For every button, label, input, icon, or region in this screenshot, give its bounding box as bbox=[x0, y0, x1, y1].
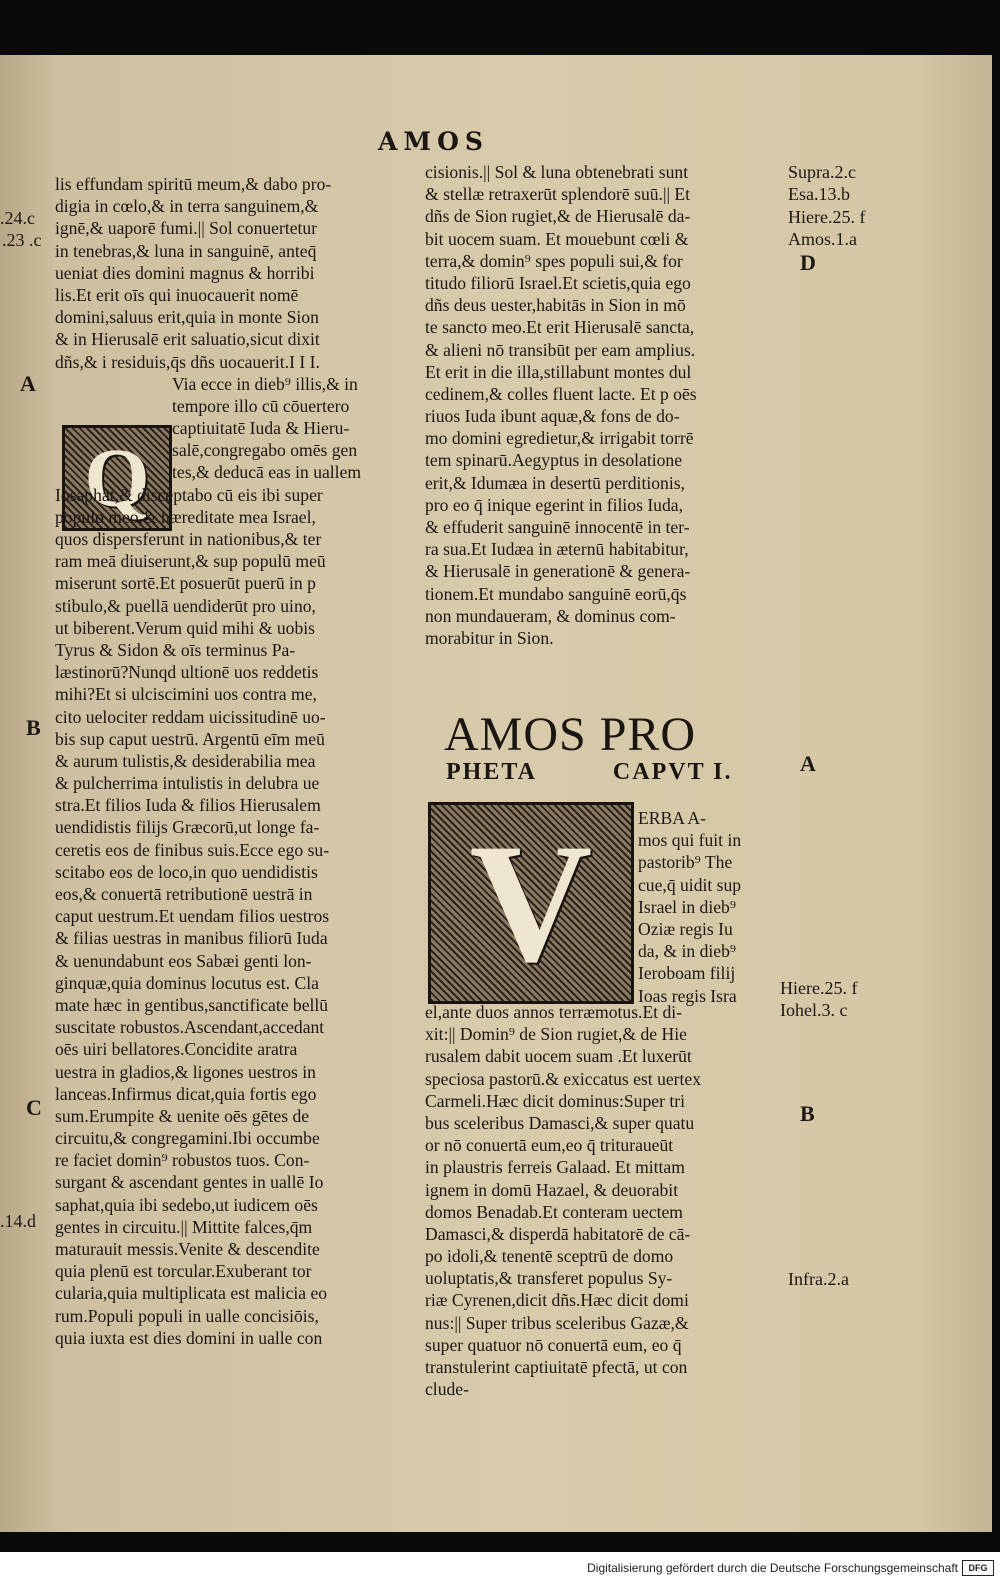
text-line: cularia,quia multiplicata est malicia eo bbox=[55, 1283, 328, 1304]
text-line: quia plenū est torcular.Exuberant tor bbox=[55, 1261, 312, 1282]
text-line: te sancto meo.Et erit Hierusalē sancta, bbox=[425, 317, 695, 338]
text-line: saphat,quia ibi sedebo,ut iudicem oēs bbox=[55, 1194, 318, 1215]
right-column-bottom bbox=[425, 1001, 701, 1400]
drop-cap-q: Q bbox=[62, 425, 172, 531]
right-column-top bbox=[425, 161, 697, 649]
text-line: & stellæ retraxerūt splendorē suū.|| Et bbox=[425, 184, 691, 205]
text-line: gentes in circuitu.|| Mittite falces,q̄m bbox=[55, 1216, 313, 1237]
text-line: sum.Erumpite & uenite oēs gētes de bbox=[55, 1105, 310, 1126]
left-margin-note-2: .23 .c bbox=[2, 230, 42, 250]
text-line: & effuderit sanguinē innocentē in ter- bbox=[425, 517, 690, 537]
chapter-sub-right: CAPVT I. bbox=[612, 759, 733, 785]
right-margin-note-7: Infra.2.a bbox=[788, 1269, 849, 1289]
text-line: domos Benadab.Et conteram uectem bbox=[425, 1201, 683, 1222]
right-margin-note-6: Iohel.3. c bbox=[780, 1000, 848, 1020]
text-line: dñs de Sion rugiet,& de Hierusalē da- bbox=[425, 206, 691, 227]
text-line: domini,saluus erit,quia in monte Sion bbox=[55, 307, 319, 328]
text-line: dñs,& i residuis,q̄s dñs uocauerit.I I I. bbox=[55, 351, 320, 372]
text-line: ignē,& uaporē fumi.|| Sol conuertetur bbox=[55, 218, 318, 239]
text-line: Damasci,& disperdā habitatorē de cā- bbox=[425, 1223, 691, 1244]
text-line: mihi?Et si ulciscimini uos contra me, bbox=[55, 684, 317, 705]
text-line: ra sua.Et Iudæa in æternū habitabitur, bbox=[425, 539, 689, 560]
text-line: cisionis.|| Sol & luna obtenebrati sunt bbox=[425, 162, 689, 182]
text-line: mos qui fuit in bbox=[638, 830, 742, 851]
text-line: riuos Iuda ibunt aquæ,& fons de do- bbox=[425, 406, 680, 427]
text-line: po idoli,& tenentē sceptrū de domo bbox=[425, 1246, 674, 1267]
text-line: lis effundam spiritū meum,& dabo pro- bbox=[55, 174, 332, 194]
text-line: speciosa pastorū.& exiccatus est uertex bbox=[425, 1068, 702, 1089]
text-line: re faciet domin⁹ robustos tuos. Con- bbox=[55, 1150, 310, 1171]
text-line: super quatuor nō conuertā eum, eo q̄ bbox=[425, 1334, 682, 1355]
text-line: & in Hierusalē erit saluatio,sicut dixit bbox=[55, 329, 320, 350]
section-letter-b-right: B bbox=[800, 1101, 815, 1126]
text-line: surgant & ascendant gentes in uallē Io bbox=[55, 1172, 324, 1193]
text-line: xit:|| Domin⁹ de Sion rugiet,& de Hie bbox=[425, 1024, 687, 1045]
text-line: eos,& conuertā retributionē uestrā in bbox=[55, 884, 313, 904]
text-line: digia in cœlo,& in terra sanguinem,& bbox=[55, 196, 319, 217]
right-margin-note-4: Amos.1.a bbox=[788, 229, 857, 249]
chapter-sub-left: PHETA bbox=[446, 759, 537, 785]
text-line: riæ Cyrenen,dicit dñs.Hæc dicit domi bbox=[425, 1290, 689, 1311]
section-letter-c: C bbox=[26, 1095, 42, 1120]
text-line: Israel in dieb⁹ bbox=[638, 896, 736, 917]
text-line: ignem in domū Hazael, & deuorabit bbox=[425, 1179, 679, 1200]
text-line: caput uestrum.Et uendam filios uestros bbox=[55, 906, 330, 927]
text-line: or nō conuertā eum,eo q̄ trituraueūt bbox=[425, 1135, 674, 1156]
text-line: scitabo eos de loco,in quo uendidistis bbox=[55, 861, 318, 882]
chapter-title: AMOS PRO bbox=[444, 708, 697, 761]
text-line: & filias uestras in manibus filiorū Iuda bbox=[55, 928, 328, 949]
text-line: quos dispersferunt in nationibus,& ter bbox=[55, 529, 322, 549]
text-line: tes,& deducā eas in uallem bbox=[172, 462, 362, 483]
text-line: non mundaueram, & dominus com- bbox=[425, 605, 676, 626]
drop-cap-v: V bbox=[428, 802, 634, 1004]
text-line: cue,q̄ uidit sup bbox=[638, 874, 742, 895]
text-line: tem spinarū.Aegyptus in desolatione bbox=[425, 450, 683, 471]
text-line: bis sup caput uestrū. Argentū eīm meū bbox=[55, 728, 325, 749]
text-line: bit uocem suam. Et mouebunt cœli & bbox=[425, 228, 689, 249]
text-line: captiuitatē Iuda & Hieru- bbox=[172, 418, 350, 439]
text-line: Tyrus & Sidon & oīs terminus Pa- bbox=[55, 639, 296, 660]
text-line: pastorib⁹ The bbox=[638, 852, 733, 873]
text-line: transtulerint captiuitatē pfectā, ut con bbox=[425, 1357, 688, 1377]
text-line: læstinorū?Nunqd ultionē uos reddetis bbox=[55, 662, 319, 683]
left-margin-note-3: .14.d bbox=[0, 1211, 36, 1231]
text-line: bus sceleribus Damasci,& super quatu bbox=[425, 1112, 695, 1133]
right-margin-note-1: Supra.2.c bbox=[788, 162, 856, 182]
text-line: cito uelociter reddam uicissitudinē uo- bbox=[55, 706, 326, 727]
text-line: in tenebras,& luna in sanguinē, anteq̄ bbox=[55, 240, 317, 261]
text-line: oēs uiri bellatores.Concidite aratra bbox=[55, 1039, 298, 1060]
right-margin-note-5: Hiere.25. f bbox=[780, 978, 858, 998]
footer-text: Digitalisierung gefördert durch die Deutsche Forschungsgemeinschaft bbox=[587, 1561, 958, 1575]
text-line: & uenundabunt eos Sabæi genti lon- bbox=[55, 950, 312, 971]
text-line: titudo filiorū Israel.Et scietis,quia ego bbox=[425, 272, 691, 293]
text-line: ceretis eos de finibus suis.Ecce ego su- bbox=[55, 839, 330, 860]
text-line: circuitu,& congregamini.Ibi occumbe bbox=[55, 1128, 320, 1149]
text-line: rum.Populi populi in ualle concisiōis, bbox=[55, 1305, 319, 1326]
running-head: AMOS bbox=[378, 127, 489, 156]
text-line: maturauit messis.Venite & descendite bbox=[55, 1239, 320, 1259]
text-line: uoluptatis,& transferet populus Sy- bbox=[425, 1268, 673, 1289]
text-line: salē,congregabo omēs gen bbox=[172, 440, 358, 461]
text-line: Iosaphat,& disceptabo cū eis ibi super bbox=[55, 484, 323, 505]
text-line: quia iuxta est dies domini in ualle con bbox=[55, 1327, 323, 1348]
text-line: Et erit in die illa,stillabunt montes dul bbox=[425, 361, 692, 382]
right-margin-note-2: Esa.13.b bbox=[788, 184, 850, 204]
text-line: pro eo q̄ inique egerint in filios Iuda, bbox=[425, 494, 683, 515]
text-line: & Hierusalē in generationē & genera- bbox=[425, 561, 691, 582]
dfg-logo: DFG bbox=[962, 1560, 994, 1576]
initial-narrow-column bbox=[638, 807, 741, 1007]
text-line: lis.Et erit oīs qui inuocauerit nomē bbox=[55, 284, 299, 305]
book-page bbox=[0, 55, 992, 1532]
text-line: stibulo,& puellā uendiderūt pro uino, bbox=[55, 595, 316, 616]
chapter-subtitle bbox=[446, 759, 732, 786]
text-line: ginquæ,quia dominus locutus est. Cla bbox=[55, 972, 319, 993]
text-line: dñs deus uester,habitās in Sion in mō bbox=[425, 295, 686, 316]
text-line: Via ecce in dieb⁹ illis,& in bbox=[172, 373, 358, 394]
text-line: mate hæc in gentibus,sanctificate bellū bbox=[55, 994, 329, 1015]
text-line: ram meā diuiserunt,& sup populū meū bbox=[55, 551, 326, 572]
text-line: miserunt sortē.Et posuerūt puerū in p bbox=[55, 573, 316, 594]
text-line: tionem.Et mundabo sanguinē eorū,q̄s bbox=[425, 583, 687, 604]
text-line: nus:|| Super tribus sceleribus Gazæ,& bbox=[425, 1312, 689, 1333]
text-line: mo domini egredietur,& irrigabit torrē bbox=[425, 428, 694, 449]
text-line: in plaustris ferreis Galaad. Et mittam bbox=[425, 1157, 685, 1178]
text-line: clude- bbox=[425, 1379, 469, 1400]
text-line: terra,& domin⁹ spes populi sui,& for bbox=[425, 250, 683, 271]
text-line: ut biberent.Verum quid mihi & uobis bbox=[55, 617, 315, 638]
text-line: el,ante duos annos terræmotus.Et di- bbox=[425, 1002, 683, 1022]
left-margin-note-1: .24.c bbox=[0, 208, 35, 228]
text-line: cedinem,& colles fluent lacte. Et p oēs bbox=[425, 383, 697, 404]
text-line: ERBA A- bbox=[638, 808, 706, 828]
digitization-footer bbox=[587, 1560, 994, 1576]
text-line: ueniat dies domini magnus & horribi bbox=[55, 262, 315, 283]
text-line: suscitate robustos.Ascendant,accedant bbox=[55, 1017, 325, 1038]
text-line: & aurum tulistis,& desiderabilia mea bbox=[55, 750, 316, 771]
text-line: lanceas.Infirmus dicat,quia fortis ego bbox=[55, 1083, 317, 1104]
text-line: Ioas regis Isra bbox=[638, 985, 737, 1006]
section-letter-b: B bbox=[26, 715, 41, 740]
text-line: morabitur in Sion. bbox=[425, 627, 554, 648]
text-line: rusalem dabit uocem suam .Et luxerūt bbox=[425, 1046, 692, 1067]
text-line: erit,& Idumæa in desertū perditionis, bbox=[425, 472, 685, 493]
text-line: da, & in dieb⁹ bbox=[638, 941, 736, 962]
text-line: stra.Et filios Iuda & filios Hierusalem bbox=[55, 795, 321, 816]
text-line: Ieroboam filij bbox=[638, 963, 736, 984]
text-line: populo meo,& hæreditate mea Israel, bbox=[55, 506, 316, 527]
section-letter-a-right: A bbox=[800, 751, 816, 776]
section-letter-d: D bbox=[800, 250, 816, 275]
section-letter-a: A bbox=[20, 371, 36, 396]
text-line: tempore illo cū cōuertero bbox=[172, 395, 350, 416]
text-line: & pulcherrima intulistis in delubra ue bbox=[55, 773, 320, 794]
left-column bbox=[55, 173, 361, 1349]
text-line: Carmeli.Hæc dicit dominus:Super tri bbox=[425, 1090, 685, 1111]
right-margin-note-3: Hiere.25. f bbox=[788, 207, 866, 227]
text-line: uestra in gladios,& ligones uestros in bbox=[55, 1061, 316, 1082]
text-line: uendidistis filijs Græcorū,ut longe fa- bbox=[55, 817, 320, 838]
text-line: Oziæ regis Iu bbox=[638, 918, 733, 939]
text-line: & alieni nō transibūt per eam amplius. bbox=[425, 339, 696, 360]
